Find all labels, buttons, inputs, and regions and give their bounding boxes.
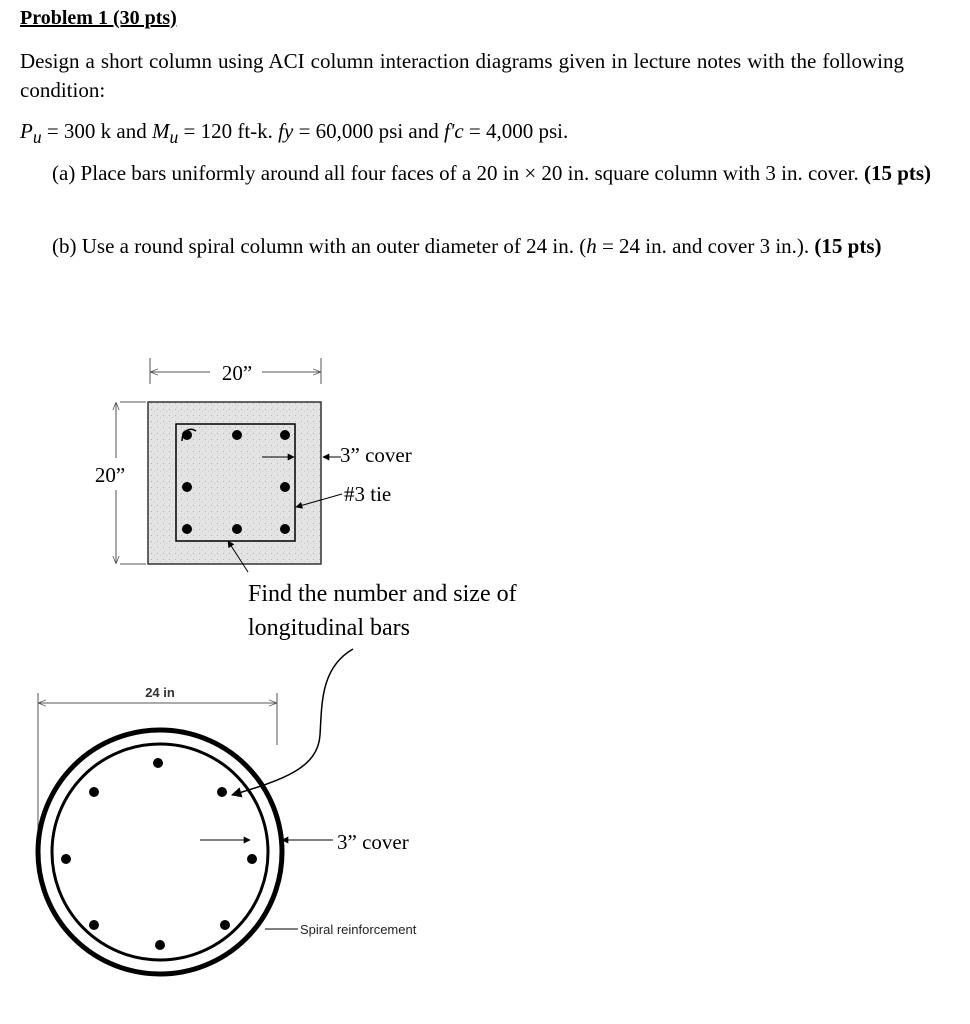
bar xyxy=(153,758,163,768)
part-b-points: (15 pts) xyxy=(814,234,882,258)
pu-symbol: P xyxy=(20,119,33,143)
circle-cover-label: 3” cover xyxy=(337,830,409,854)
square-column-section xyxy=(95,358,412,572)
square-cover-label: 3” cover xyxy=(340,443,412,467)
part-b-text-2: = 24 in. and cover 3 in.). xyxy=(596,234,815,258)
square-width-label: 20” xyxy=(221,361,253,385)
pu-subscript: u xyxy=(32,127,42,148)
fy-value: = 60,000 psi and xyxy=(293,119,444,143)
bar xyxy=(232,524,242,534)
part-b-text-1: (b) Use a round spiral column with an outer diameter of 24 in. ( xyxy=(52,234,587,258)
bar xyxy=(61,854,71,864)
mu-value: = 120 ft-k. xyxy=(178,119,279,143)
bar xyxy=(220,920,230,930)
fc-value: = 4,000 psi. xyxy=(463,119,569,143)
bar xyxy=(280,482,290,492)
pu-value: = 300 k and xyxy=(41,119,152,143)
bar xyxy=(280,430,290,440)
h-symbol: h xyxy=(586,234,597,258)
tie-label: #3 tie xyxy=(344,482,392,506)
part-a-points: (15 pts) xyxy=(863,161,932,185)
fy-symbol: fy xyxy=(278,119,294,143)
part-a-text: (a) Place bars uniformly around all four faces of a 20 in × 20 in. square column with 3 in. cover. xyxy=(52,161,864,185)
bar xyxy=(247,854,257,864)
square-height-label: 20” xyxy=(94,463,126,487)
bar xyxy=(155,940,165,950)
problem-title: Problem 1 (30 pts) xyxy=(20,7,177,29)
spiral-label: Spiral reinforcement xyxy=(300,922,417,937)
spiral-reinforcement-ring xyxy=(52,744,268,960)
mu-symbol: M xyxy=(152,119,170,143)
bar xyxy=(182,524,192,534)
bar xyxy=(217,787,227,797)
bar xyxy=(280,524,290,534)
bar xyxy=(232,430,242,440)
bar xyxy=(89,920,99,930)
mu-subscript: u xyxy=(169,127,179,148)
bar xyxy=(182,482,192,492)
note-line-2: longitudinal bars xyxy=(248,615,410,641)
bar xyxy=(89,787,99,797)
fc-symbol: f'c xyxy=(444,119,464,143)
note-line-1: Find the number and size of xyxy=(248,581,517,607)
circular-longitudinal-bars xyxy=(61,758,257,950)
problem-statement: Design a short column using ACI column interaction diagrams given in lecture notes with the following condition: xyxy=(20,49,904,102)
circle-diameter-label: 24 in xyxy=(145,685,175,700)
circular-column-section xyxy=(38,685,417,974)
